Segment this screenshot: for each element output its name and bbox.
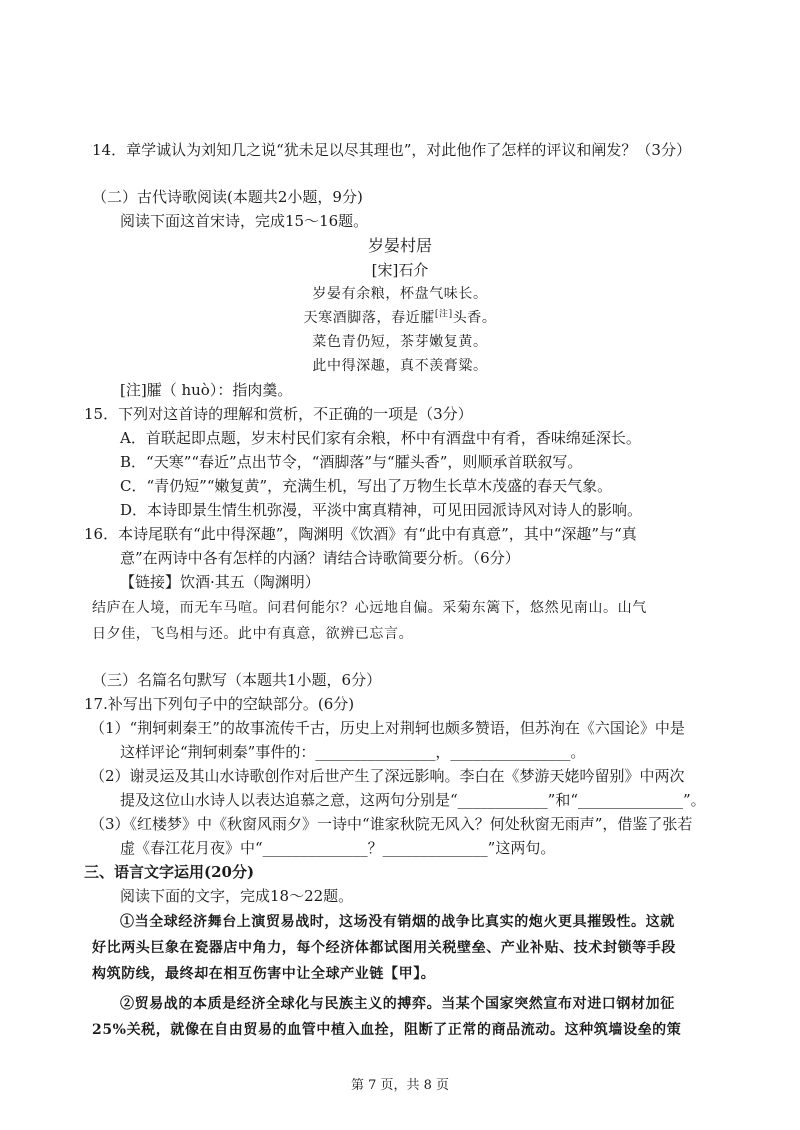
language-instruction: 阅读下面的文字，完成18～22题。 xyxy=(120,887,354,905)
poetry-section-title: （二）古代诗歌阅读(本题共2小题，9分) xyxy=(92,188,363,206)
question-17: 17.补写出下列句子中的空缺部分。(6分) xyxy=(84,695,355,713)
poem-line-2-head: 天寒酒脚落，春近臛 xyxy=(303,310,435,326)
paragraph-2-line-2: 25%关税，就像在自由贸易的血管中植入血拴，阻断了正常的商品流动。这种筑墙设垒的策 xyxy=(92,1022,682,1038)
poetry-instruction: 阅读下面这首宋诗，完成15～16题。 xyxy=(120,212,369,230)
poem-line-2 xyxy=(0,308,800,328)
question-17-item-2-line-1: （2）谢灵运及其山水诗歌创作对后世产生了深远影响。李白在《梦游天姥吟留别》中两次 xyxy=(90,767,685,785)
poem-line-3: 菜色青仍短，茶芽嫩复黄。 xyxy=(312,334,488,350)
question-16-line-2: 意”在两诗中各有怎样的内涵？请结合诗歌简要分析。（6分） xyxy=(120,549,520,567)
paragraph-1-line-3: 构筑防线，最终却在相互伤害中让全球产业链【甲】。 xyxy=(92,966,436,982)
paragraph-1-line-1: ①当全球经济舞台上演贸易战时，这场没有销烟的战争比真实的炮火更具摧毁性。这就 xyxy=(120,914,675,930)
link-poem-line-1: 结庐在人境，而无车马喧。问君何能尔？心远地自偏。采菊东篱下，悠然见南山。山气 xyxy=(92,600,647,616)
poem-line-4: 此中得深趣，真不羡膏粱。 xyxy=(312,358,488,374)
poem-line-2-tail: 头香。 xyxy=(452,310,497,326)
question-17-item-3-line-1: （3）《红楼梦》中《秋窗风雨夕》一诗中“谁家秋院无风入？何处秋窗无雨声”，借鉴了张若 xyxy=(90,815,693,833)
question-16-line-1: 16．本诗尾联有“此中得深趣”，陶渊明《饮酒》有“此中有真意”，其中“深趣”与“真 xyxy=(84,525,637,543)
question-15-option-c: C．“青仍短”“嫩复黄”，充满生机，写出了万物生长草木茂盛的春天气象。 xyxy=(120,477,613,495)
poem-author: [宋]石介 xyxy=(371,261,429,279)
link-title: 【链接】饮酒·其五（陶渊明） xyxy=(120,573,320,591)
paragraph-1-line-2: 好比两头巨象在瓷器店中角力，每个经济体都试图用关税壁垒、产业补贴、技术封锁等手段 xyxy=(92,940,676,956)
language-section-title: 三、语言文字运用(20分) xyxy=(84,863,255,881)
question-15-option-b: B．“天寒”“春近”点出节令，“酒脚落”与“臛头香”，则顺承首联叙写。 xyxy=(120,453,583,471)
page-footer: 第 7 页，共 8 页 xyxy=(350,1078,450,1093)
poem-note-mark: [注] xyxy=(434,309,453,320)
question-17-item-3-line-2: 虚《春江花月夜》中“______________？______________”这两句。 xyxy=(120,839,556,857)
question-14: 14．章学诚认为刘知几之说“犹未足以尽其理也”，对此他作了怎样的评议和阐发？（3分） xyxy=(92,141,691,159)
poem-title: 岁晏村居 xyxy=(367,236,432,255)
question-15-option-a: A．首联起即点题，岁末村民们家有余粮，杯中有酒盘中有肴，香味绵延深长。 xyxy=(120,429,641,447)
question-17-item-1-line-2: 这样评论“荆轲刺秦”事件的：________________，________________。 xyxy=(120,743,586,761)
question-15-option-d: D．本诗即景生情生机弥漫，平淡中寓真精神，可见田园派诗风对诗人的影响。 xyxy=(120,501,643,519)
poem-note: [注]臛（ huò）：指肉羹。 xyxy=(120,381,293,399)
question-17-item-1-line-1: （1）“荆轲刺秦王”的故事流传千古，历史上对荆轲也颇多赞语，但苏洵在《六国论》中是 xyxy=(90,719,685,737)
link-poem-line-2: 日夕佳，飞鸟相与还。此中有真意，欲辨已忘言。 xyxy=(92,626,414,642)
recite-section-title: （三）名篇名句默写（本题共1小题，6分） xyxy=(92,671,382,689)
question-15-stem: 15．下列对这首诗的理解和赏析，不正确的一项是（3分） xyxy=(84,405,473,423)
poem-line-1: 岁晏有余粮，杯盘气味长。 xyxy=(312,286,488,302)
question-17-item-2-line-2: 提及这位山水诗人以表达追慕之意，这两句分别是“____________”和“______________”。 xyxy=(120,791,706,809)
paragraph-2-line-1: ②贸易战的本质是经济全球化与民族主义的搏弈。当某个国家突然宣布对进口钢材加征 xyxy=(120,996,675,1012)
